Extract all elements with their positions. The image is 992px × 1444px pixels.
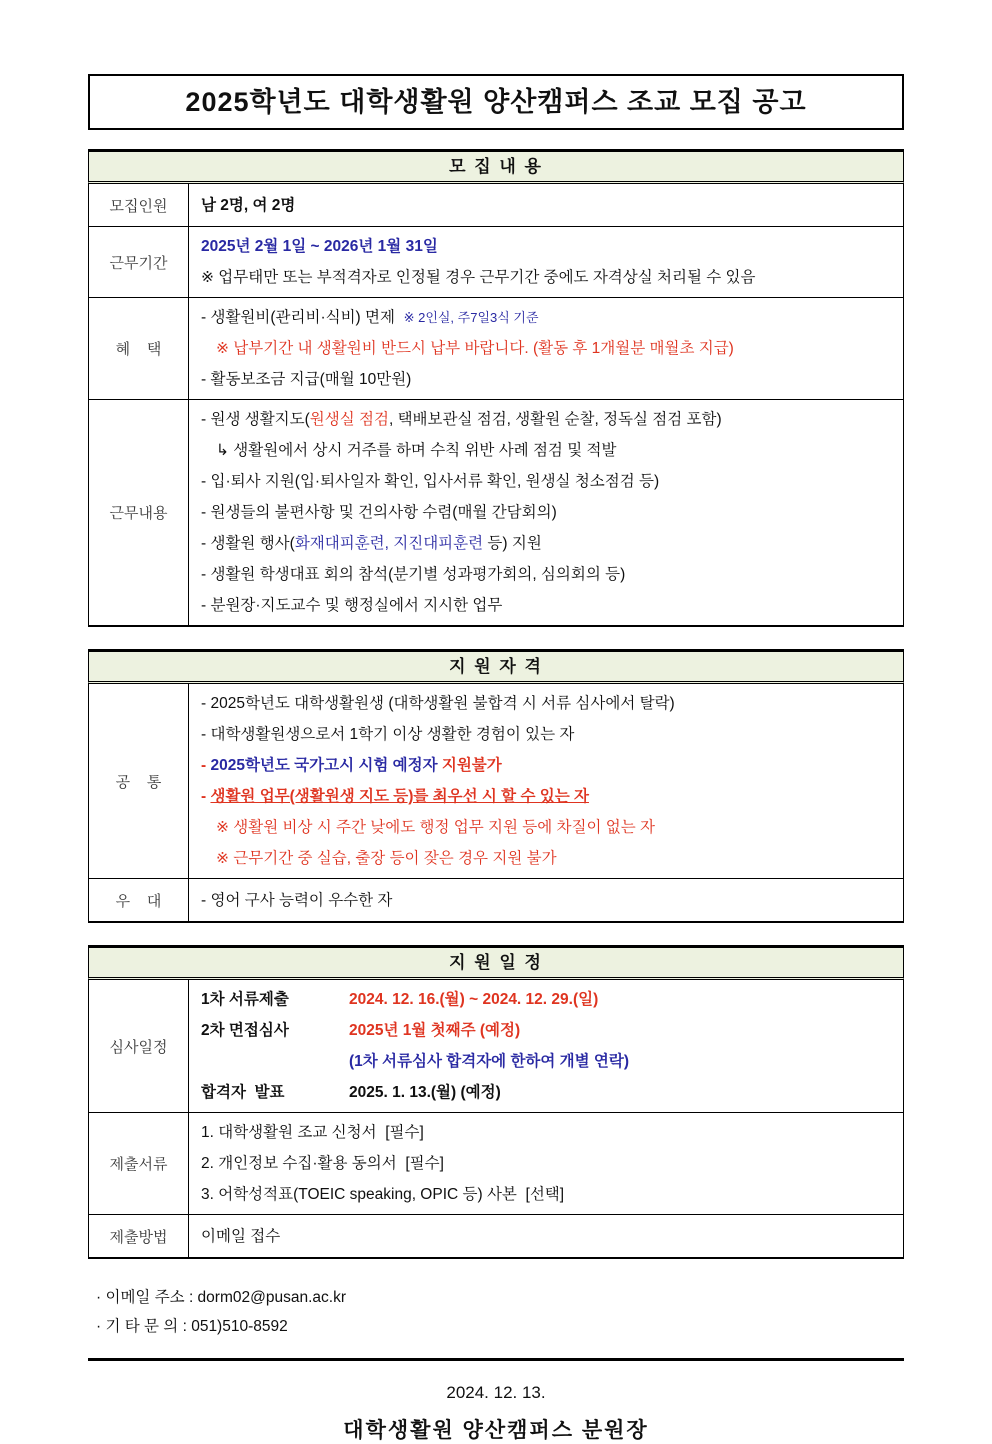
text-segment: - 생활원 행사( xyxy=(201,535,295,552)
text-segment: ※ 업무태만 또는 부적격자로 인정될 경우 근무기간 중에도 자격상실 처리될 수 있음 xyxy=(201,269,756,286)
text-line xyxy=(201,190,891,221)
document-page xyxy=(88,0,904,1444)
text-segment: 2025학년도 국가고시 시험 예정자 xyxy=(210,757,442,774)
text-segment: 2025년 1월 첫째주 (예정) xyxy=(349,1022,521,1039)
text-segment: 화재대피훈련, 지진대피훈련 xyxy=(294,535,484,552)
text-line xyxy=(201,497,891,528)
text-line xyxy=(201,1179,891,1210)
text-line xyxy=(201,750,891,781)
row-content xyxy=(189,980,903,1112)
text-line xyxy=(201,812,891,843)
row-label: 심사일정 xyxy=(89,980,189,1112)
text-line xyxy=(201,719,891,750)
row-content xyxy=(189,227,903,297)
text-line xyxy=(201,590,891,621)
row-label: 공 통 xyxy=(89,684,189,878)
row-label: 제출서류 xyxy=(89,1113,189,1214)
text-segment: 등) 지원 xyxy=(483,535,542,552)
table-row xyxy=(89,684,903,878)
table-row xyxy=(89,399,903,625)
text-line xyxy=(201,984,891,1015)
text-segment: 합격자 발표 xyxy=(201,1084,285,1101)
signature-divider xyxy=(88,1358,904,1361)
section xyxy=(88,649,904,923)
section-table xyxy=(88,980,904,1259)
table-row xyxy=(89,980,903,1112)
text-segment: 3. 어학성적표(TOEIC speaking, OPIC 등) 사본 [선택] xyxy=(201,1186,565,1203)
text-line xyxy=(201,528,891,559)
row-content xyxy=(189,1215,903,1257)
row-content xyxy=(189,400,903,625)
text-segment: - xyxy=(201,788,211,805)
contact-email: · 이메일 주소 : dorm02@pusan.ac.kr xyxy=(96,1289,346,1306)
section-header: 지 원 일 정 xyxy=(88,945,904,980)
section xyxy=(88,945,904,1259)
section-header: 모 집 내 용 xyxy=(88,149,904,184)
text-segment: 남 2명, 여 2명 xyxy=(201,196,296,214)
text-segment: (1차 서류심사 합격자에 한하여 개별 연락) xyxy=(349,1053,630,1070)
text-segment: , 택배보관실 점검, 생활원 순찰, 정독실 점검 포함) xyxy=(388,411,722,428)
text-segment: 1. 대학생활원 조교 신청서 [필수] xyxy=(201,1124,424,1141)
text-segment: - xyxy=(201,757,211,774)
text-segment: ※ 2인실, 주7일3식 기준 xyxy=(403,310,539,325)
text-segment: 1차 서류제출 xyxy=(201,991,289,1008)
text-line xyxy=(201,435,891,466)
text-line xyxy=(201,262,891,293)
text-line xyxy=(201,1046,891,1077)
footer xyxy=(88,1283,904,1444)
text-line xyxy=(201,404,891,435)
row-label: 근무내용 xyxy=(89,400,189,625)
text-line xyxy=(201,1221,891,1252)
text-line xyxy=(201,302,891,333)
row-content xyxy=(189,1113,903,1214)
table-row xyxy=(89,1214,903,1257)
section-table xyxy=(88,184,904,627)
text-segment: - 분원장·지도교수 및 행정실에서 지시한 업무 xyxy=(201,597,503,614)
text-line xyxy=(201,885,891,916)
table-row xyxy=(89,226,903,297)
table-row xyxy=(89,1112,903,1214)
row-label: 모집인원 xyxy=(89,184,189,226)
text-line xyxy=(201,688,891,719)
signature: 대학생활원 양산캠퍼스 분원장 xyxy=(343,1419,649,1442)
row-label: 제출방법 xyxy=(89,1215,189,1257)
text-segment: - 2025학년도 대학생활원생 (대학생활원 불합격 시 서류 심사에서 탈락) xyxy=(201,695,675,712)
text-segment: 지원불가 xyxy=(441,757,502,774)
text-line xyxy=(201,843,891,874)
text-line xyxy=(201,231,891,262)
text-segment: - 원생 생활지도( xyxy=(201,411,310,428)
text-segment: - 생활원 학생대표 회의 참석(분기별 성과평가회의, 심의회의 등) xyxy=(201,566,626,583)
text-segment: - 입·퇴사 지원(입·퇴사일자 확인, 입사서류 확인, 원생실 청소점검 등) xyxy=(201,473,660,490)
row-content xyxy=(189,879,903,921)
section xyxy=(88,149,904,627)
text-segment: - 대학생활원생으로서 1학기 이상 생활한 경험이 있는 자 xyxy=(201,726,575,743)
table-row xyxy=(89,297,903,399)
text-line xyxy=(201,1077,891,1108)
text-line xyxy=(201,1015,891,1046)
text-segment: ↳ 생활원에서 상시 거주를 하며 수칙 위반 사례 점검 및 적발 xyxy=(216,442,617,459)
text-segment: - 생활원비(관리비·식비) 면제 xyxy=(201,309,404,326)
section-table xyxy=(88,684,904,923)
issue-date: 2024. 12. 13. xyxy=(446,1383,546,1402)
row-label: 우 대 xyxy=(89,879,189,921)
text-line xyxy=(201,1148,891,1179)
table-row xyxy=(89,878,903,921)
row-content xyxy=(189,298,903,399)
text-segment: ※ 납부기간 내 생활원비 반드시 납부 바랍니다. (활동 후 1개월분 매월초 지급) xyxy=(216,340,734,357)
section-header: 지 원 자 격 xyxy=(88,649,904,684)
row-label: 근무기간 xyxy=(89,227,189,297)
text-segment: 이메일 접수 xyxy=(201,1227,281,1245)
text-segment: 2025년 2월 1일 ~ 2026년 1월 31일 xyxy=(201,238,438,255)
row-content xyxy=(189,684,903,878)
text-segment: - 원생들의 불편사항 및 건의사항 수렴(매월 간담회의) xyxy=(201,504,557,521)
text-segment: 2025. 1. 13.(월) (예정) xyxy=(349,1084,501,1101)
text-segment: 생활원 업무(생활원생 지도 등)를 최우선 시 할 수 있는 자 xyxy=(210,788,589,805)
text-line xyxy=(201,333,891,364)
text-segment: - 영어 구사 능력이 우수한 자 xyxy=(201,891,393,909)
row-label: 혜 택 xyxy=(89,298,189,399)
table-row xyxy=(89,184,903,226)
text-line xyxy=(201,1117,891,1148)
text-segment: 원생실 점검 xyxy=(309,411,389,428)
text-segment: ※ 생활원 비상 시 주간 낮에도 행정 업무 지원 등에 차질이 없는 자 xyxy=(216,819,655,836)
page-title: 2025학년도 대학생활원 양산캠퍼스 조교 모집 공고 xyxy=(88,74,904,130)
document-body xyxy=(88,149,904,1259)
text-segment: ※ 근무기간 중 실습, 출장 등이 잦은 경우 지원 불가 xyxy=(216,850,557,867)
contact-phone: · 기 타 문 의 : 051)510-8592 xyxy=(96,1318,288,1335)
text-line xyxy=(201,559,891,590)
row-content xyxy=(189,184,903,226)
text-segment: 2. 개인정보 수집·활용 동의서 [필수] xyxy=(201,1155,444,1172)
text-line xyxy=(201,364,891,395)
text-segment: 2024. 12. 16.(월) ~ 2024. 12. 29.(일) xyxy=(349,991,599,1008)
text-line xyxy=(201,466,891,497)
text-line xyxy=(201,781,891,812)
text-segment: 2차 면접심사 xyxy=(201,1022,289,1039)
text-segment: - 활동보조금 지급(매월 10만원) xyxy=(201,371,412,388)
